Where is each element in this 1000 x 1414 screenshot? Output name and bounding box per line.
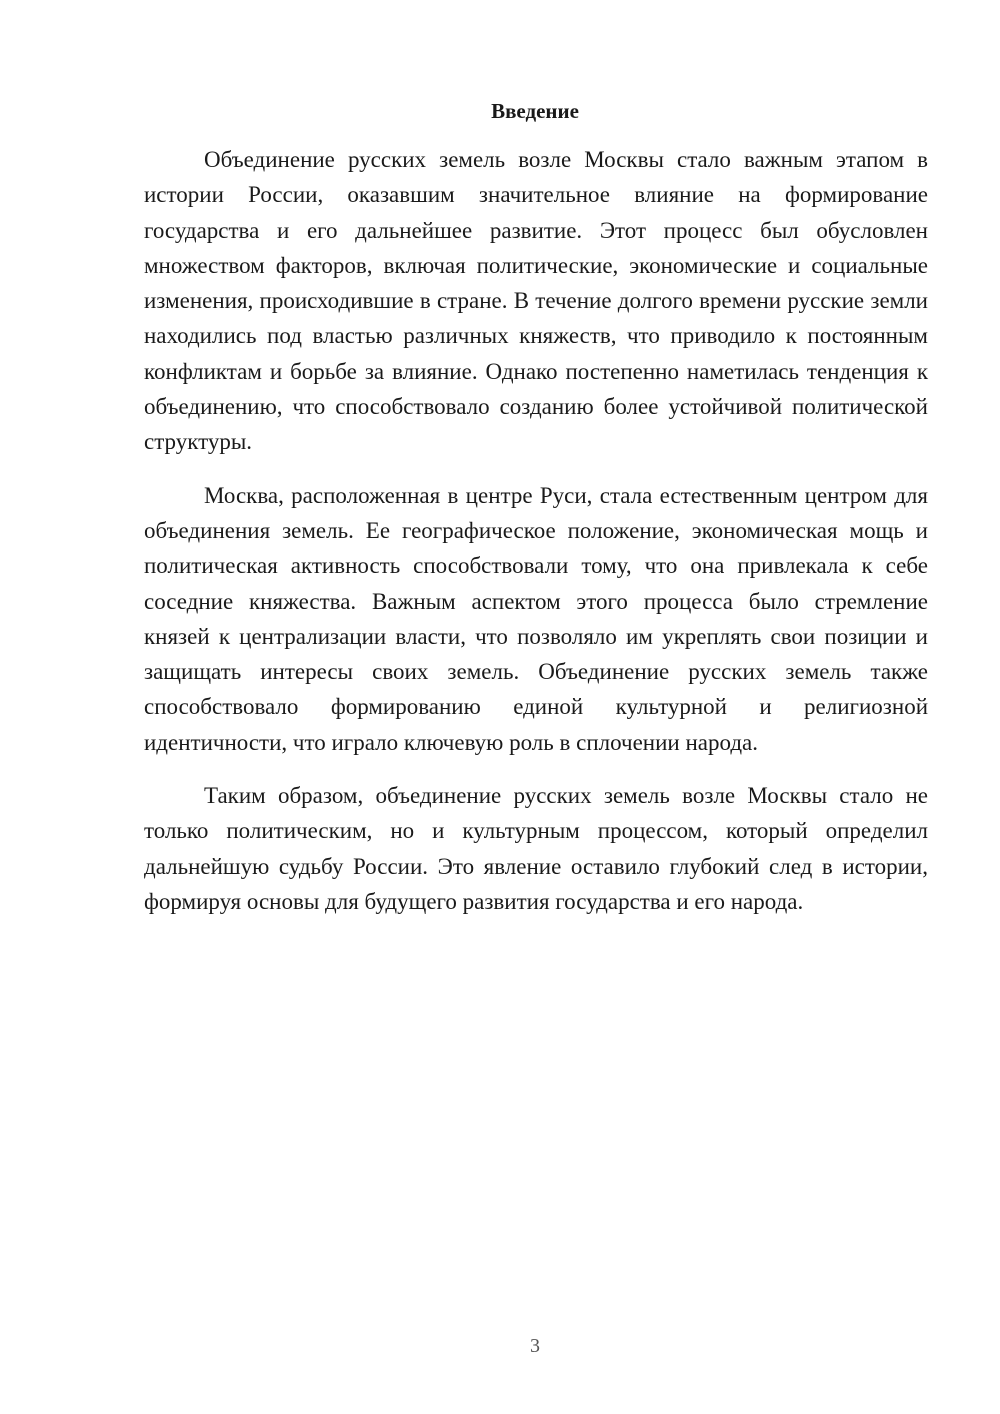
document-body — [144, 142, 928, 937]
paragraph-1: Объединение русских земель возле Москвы стало важным этапом в истории России, оказавшим значительное влияние на формирование государства и его дальнейшее развитие. Этот процесс был обусловлен множеством факторов, включая политические, экономические и социальные изменения, происходившие в стране. В течение долгого времени русские земли находились под властью различных княжеств, что приводило к постоянным конфликтам и борьбе за влияние. Однако постепенно наметилась тенденция к объединению, что способствовало созданию более устойчивой политической структуры. — [144, 147, 928, 455]
paragraph-2: Москва, расположенная в центре Руси, стала естественным центром для объединения земель. Ее географическое положение, экономическая мощь и политическая активность способствовали тому, что она привлекала к себе соседние княжества. Важным аспектом этого процесса было стремление князей к централизации власти, что позволяло им укреплять свои позиции и защищать интересы своих земель. Объединение русских земель также способствовало формированию единой культурной и религиозной идентичности, что играло ключевую роль в сплочении народа. — [144, 482, 928, 755]
paragraph-3: Таким образом, объединение русских земель возле Москвы стало не только политическим, но и культурным процессом, который определил дальнейшую судьбу России. Это явление оставило глубокий след в истории, формируя основы для будущего развития государства и его народа. — [144, 783, 928, 914]
page-title: Введение — [491, 99, 579, 123]
page-number: 3 — [530, 1335, 540, 1357]
